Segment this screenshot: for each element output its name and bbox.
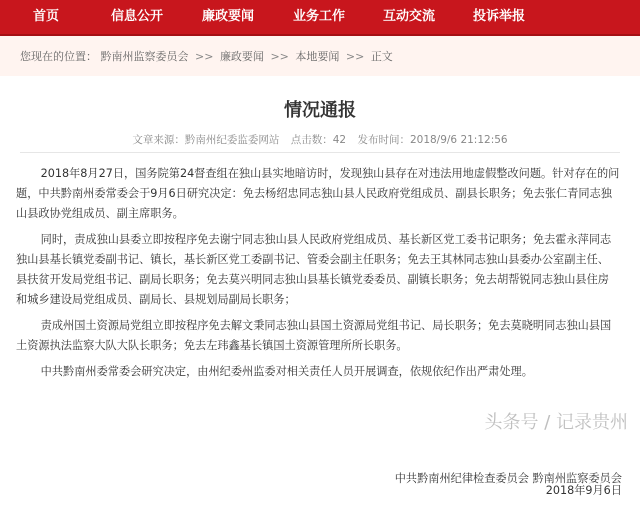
article-source: 文章来源：黔南州纪委监委网站: [132, 134, 280, 146]
breadcrumb-item-committee[interactable]: 黔南州监察委员会: [100, 50, 189, 63]
breadcrumb-separator: >>: [270, 50, 289, 63]
breadcrumb-prefix: 您现在的位置：: [20, 50, 97, 63]
article-paragraph: 2018年8月27日，国务院第24督查组在独山县实地暗访时，发现独山县存在对违法用地虚假整改问题。针对存在的问题，中共黔南州委常委会于9月6日研究决定：免去杨绍忠同志独山县人民政府党组成员、副县长职务；免去张仁青同志独山县政协党组成员、副主席职务。: [16, 167, 620, 220]
article-body: [16, 164, 620, 382]
breadcrumb-bar: [0, 36, 640, 76]
article-content: [0, 76, 640, 522]
breadcrumb: [20, 48, 393, 64]
article-paragraph: 同时，责成独山县委立即按程序免去谢宁同志独山县人民政府党组成员、基长新区党工委书记职务；免去霍永萍同志独山县基长镇党委副书记、镇长，基长新区党工委副书记、管委会副主任职务；免去王其林同志独山县委办公室副主任、县扶贫开发局党组书记、副局长职务；免去莫兴明同志独山县基长镇党委委员、副镇长职务；免去胡帮锐同志独山县住房和城乡建设局党组成员、副局长、县规划局副局长职务；: [16, 233, 612, 306]
article-date: 2018年9月6日: [545, 484, 622, 497]
breadcrumb-item-integrity-news[interactable]: 廉政要闻: [219, 50, 264, 63]
article-meta: [0, 132, 640, 147]
breadcrumb-item-current: 正文: [370, 50, 393, 63]
breadcrumb-separator: >>: [345, 50, 365, 63]
nav-info-public[interactable]: 信息公开: [110, 9, 163, 24]
top-navigation: [0, 0, 640, 36]
nav-integrity-news[interactable]: 廉政要闻: [201, 9, 254, 24]
nav-interaction[interactable]: 互动交流: [382, 9, 435, 24]
article-paragraph: 中共黔南州委常委会研究决定，由州纪委州监委对相关责任人员开展调查，依规依纪作出严肃处理。: [40, 365, 533, 378]
article-paragraph: 责成州国土资源局党组立即按程序免去解文秉同志独山县国土资源局党组书记、局长职务；免去莫晓明同志独山县国土资源执法监察大队大队长职务；免去左玮鑫基长镇国土资源管理所所长职务。: [16, 319, 612, 352]
article-signature: 中共黔南州纪律检查委员会 黔南州监察委员会: [394, 472, 622, 485]
nav-home[interactable]: 首页: [32, 9, 59, 24]
article-title: 情况通报: [284, 100, 356, 121]
article-publish-time: 发布时间：2018/9/6 21:12:56: [357, 134, 508, 146]
nav-business-work[interactable]: 业务工作: [292, 9, 345, 24]
article-clicks: 点击数：42: [290, 134, 347, 146]
nav-complaint-report[interactable]: 投诉举报: [472, 9, 525, 24]
breadcrumb-item-local-news[interactable]: 本地要闻: [295, 50, 340, 63]
title-divider: [20, 152, 620, 153]
toutiao-watermark: 头条号 / 记录贵州: [484, 412, 628, 433]
breadcrumb-separator: >>: [195, 50, 214, 63]
